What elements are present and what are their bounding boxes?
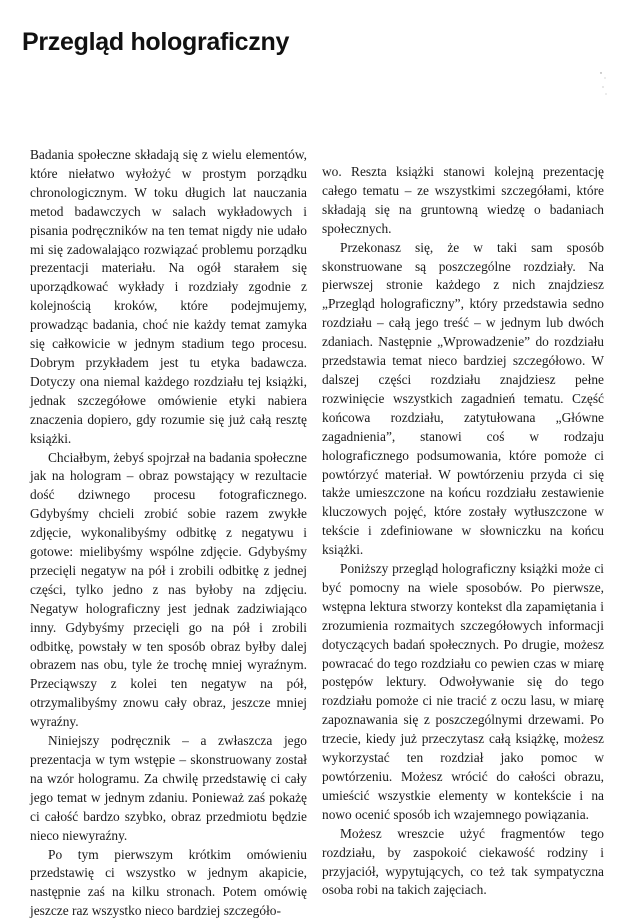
paragraph: Poniższy przegląd holograficzny książki może ci być pomocny na wiele sposobów. Po pierwsze, wstępna lektura stworzy kontekst dla zapamiętania i zrozumienia rozmaitych szczegółowych informacji dotyczących badań społecznych. Po drugie, możesz powracać do tego rozdziału co pewien czas w miarę postępów lektury. Odwoływanie się do tego rozdziału pomoże ci nie tracić z oczu lasu, w miarę zapoznawania się z poszczególnymi drzewami. Po trzecie, kiedy już przeczytasz całą książkę, możesz wykorzystać ten rozdział jako pomoc w powtórzeniu. Możesz wrócić do całości obrazu, umieścić wszystkie elementy w kontekście i na nowo ocenić sposób ich wzajemnego powiązania.	[322, 561, 604, 822]
scan-specks-decoration	[597, 70, 609, 100]
paragraph: Badania społeczne składają się z wielu elementów, które niełatwo wyłożyć w prostym porządku chronologicznym. W toku długich lat nauczania metod badawczych w salach wykładowych i pisania podręczników na ten temat nigdy nie udało mi się zadowalająco rozwiązać problemu porządku prezentacji materiału. Na ogół starałem się uporządkować wykłady i rozdziały zgodnie z kolejnością kroków, które podejmujemy, prowadząc badania, choć nie każdy temat zamyka się całkowicie w jednym stadium tego procesu. Dobrym przykładem jest tu etyka badawcza. Dotyczy ona niemal każdego rozdziału tej książki, jednak szczegółowe omówienie etyki nabiera znaczenia dopiero, gdy rozumie się już całą resztę książki.	[30, 147, 307, 446]
paragraph: Przekonasz się, że w taki sam sposób skonstruowane są poszczególne rozdziały. Na pierwszej stronie każdego z nich znajdziesz „Przegląd holograficzny”, który przedstawia sedno rozdziału – całą jego treść – w jednym lub dwóch zdaniach. Następnie „Wprowadzenie” do rozdziału przedstawia temat nieco bardziej szczegółowo. W dalszej części rozdziału znajdziesz pełne rozwinięcie wszystkich zagadnień tematu. Część końcowa rozdziału, zatytułowana „Główne zagadnienia”, stanowi coś w rodzaju holograficznego podsumowania, które pomoże ci powtórzyć materiał. W powtórzeniu przyda ci się także umieszczone na końcu rozdziału zestawienie kluczowych pojęć, które zostały wytłuszczone w tekście i zdefiniowane w słowniczku na końcu książki.	[322, 239, 604, 558]
right-text-column	[322, 163, 604, 900]
paragraph: Niniejszy podręcznik – a zwłaszcza jego prezentacja w tym wstępie – skonstruowany został na wzór hologramu. Za chwilę przedstawię ci cały jego temat w jednym zdaniu. Ponieważ zaś pokażę ci całość bardzo szybko, obraz przedmiotu będzie nieco niewyraźny.	[30, 733, 307, 843]
page-title: Przegląd holograficzny	[22, 28, 290, 56]
left-text-column	[30, 146, 307, 921]
paragraph: Po tym pierwszym krótkim omówieniu przedstawię ci wszystko w jednym akapicie, następnie zaś na kilku stronach. Potem omówię jeszcze raz wszystko nieco bardziej szczegóło-	[30, 846, 307, 919]
paragraph: Chciałbym, żebyś spojrzał na badania społeczne jak na hologram – obraz powstający w rezultacie dość dziwnego procesu fotograficznego. Gdybyśmy chcieli zrobić sobie razem zwykłe zdjęcie, wykonalibyśmy odbitkę z negatywu i gotowe: mielibyśmy wspólne zdjęcie. Gdybyśmy przecięli negatyw na pół i zrobili odbitkę z jednej części, tylko jedno z nas byłoby na zdjęciu. Negatyw holograficzny jest jednak zadziwiająco inny. Gdybyśmy przecięli go na pół i zrobili odbitkę, powstały w ten sposób obraz byłby dalej obrazem nas obu, tyle że trochę mniej wyraźnym. Przeciąwszy z kolei ten negatyw na pół, otrzymalibyśmy znowu cały obraz, jeszcze mniej wyraźny.	[30, 449, 307, 730]
paragraph: wo. Reszta książki stanowi kolejną prezentację całego tematu – ze wszystkimi szczegółami, które składają się na gruntowną wiedzę o badaniach społecznych.	[322, 164, 604, 236]
paragraph: Możesz wreszcie użyć fragmentów tego rozdziału, by zaspokoić ciekawość rodziny i przyjaciół, wypytujących, co też tak sympatyczna osoba robi na takich zajęciach.	[322, 825, 604, 898]
